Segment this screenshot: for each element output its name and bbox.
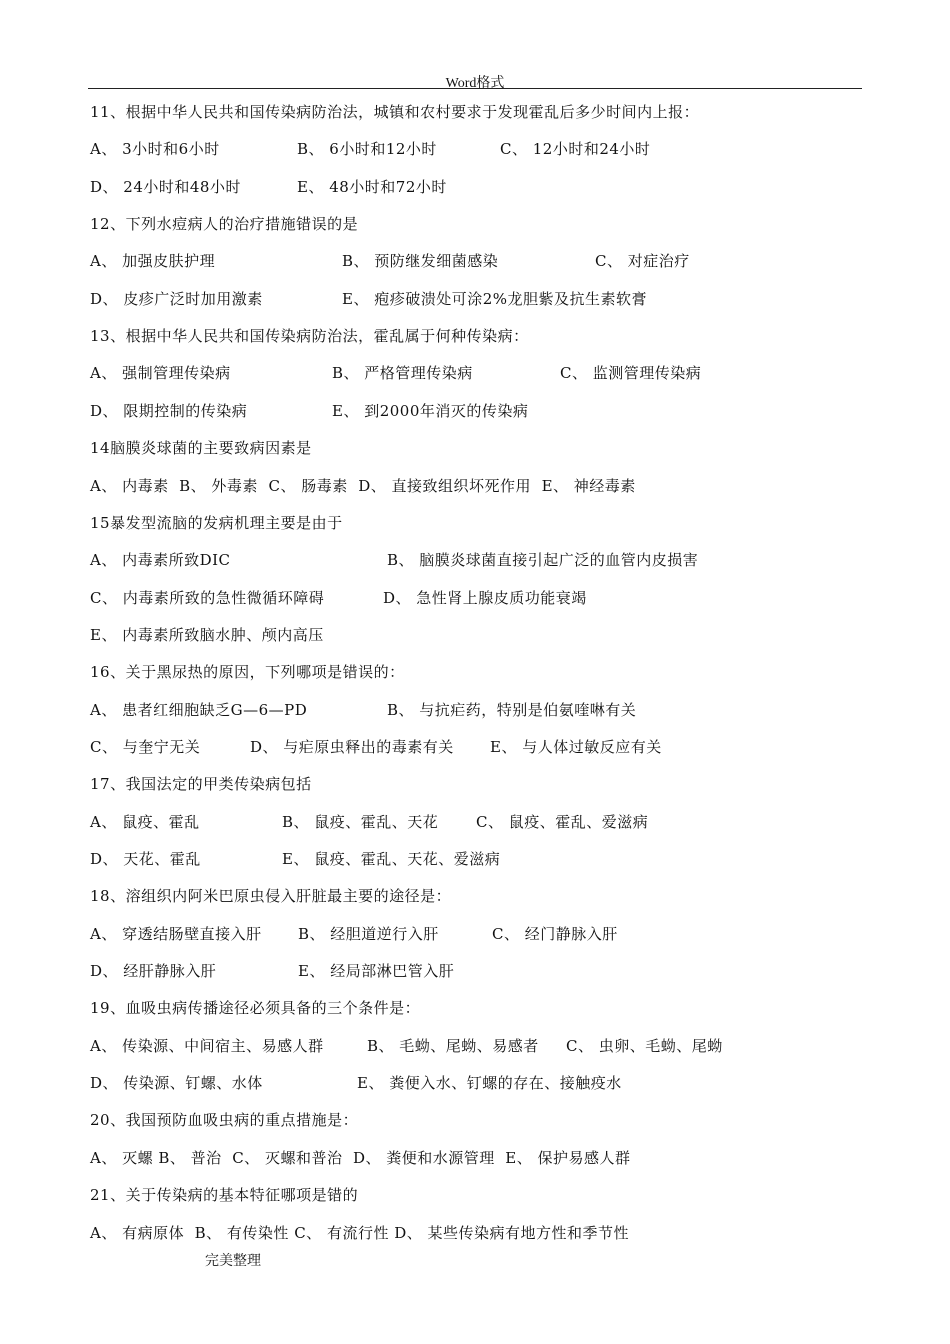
- answer-option: A、 鼠疫、霍乱: [90, 812, 200, 831]
- answer-option: A、 有病原体 B、 有传染性 C、 有流行性 D、 某些传染病有地方性和季节性: [90, 1223, 630, 1242]
- options-row: [90, 1147, 870, 1167]
- answer-option: E、 与人体过敏反应有关: [490, 737, 662, 756]
- question-text: 15暴发型流脑的发病机理主要是由于: [90, 513, 343, 532]
- answer-option: C、 12小时和24小时: [500, 140, 651, 159]
- answer-option: C、 虫卵、毛蚴、尾蚴: [566, 1036, 723, 1055]
- answer-option: E、 48小时和72小时: [297, 177, 447, 196]
- answer-option: E、 经局部淋巴管入肝: [298, 962, 455, 981]
- answer-option: D、 限期控制的传染病: [90, 401, 248, 420]
- options-row: [90, 288, 870, 308]
- options-row: [90, 250, 870, 270]
- answer-option: E、 内毒素所致脑水肿、颅内高压: [90, 625, 324, 644]
- answer-option: C、 与奎宁无关: [90, 737, 201, 756]
- answer-option: D、 经肝静脉入肝: [90, 962, 217, 981]
- answer-option: A、 患者红细胞缺乏G—6—PD: [90, 700, 308, 719]
- options-row: [90, 736, 870, 756]
- options-row: [90, 1072, 870, 1092]
- options-row: [90, 699, 870, 719]
- page-footer: 完美整理: [205, 1254, 261, 1269]
- answer-option: D、 传染源、钉螺、水体: [90, 1074, 263, 1093]
- answer-option: D、 急性肾上腺皮质功能衰竭: [383, 588, 587, 607]
- answer-option: B、 鼠疫、霍乱、天花: [282, 812, 439, 831]
- answer-option: C、 鼠疫、霍乱、爱滋病: [476, 812, 649, 831]
- question-text: 14脑膜炎球菌的主要致病因素是: [90, 439, 312, 458]
- answer-option: B、 6小时和12小时: [297, 140, 437, 159]
- options-row: [90, 923, 870, 943]
- answer-option: D、 24小时和48小时: [90, 177, 241, 196]
- options-row: [90, 587, 870, 607]
- answer-option: E、 疱疹破溃处可涂2%龙胆紫及抗生素软膏: [342, 289, 648, 308]
- answer-option: B、 经胆道逆行入肝: [298, 924, 439, 943]
- answer-option: C、 对症治疗: [595, 252, 690, 271]
- answer-option: A、 3小时和6小时: [90, 140, 220, 159]
- answer-option: D、 与疟原虫释出的毒素有关: [250, 737, 454, 756]
- header-rule: [88, 88, 862, 89]
- answer-option: C、 监测管理传染病: [560, 364, 702, 383]
- answer-option: C、 经门静脉入肝: [492, 924, 618, 943]
- answer-option: A、 强制管理传染病: [90, 364, 231, 383]
- options-row: [90, 811, 870, 831]
- question-text: 20、我国预防血吸虫病的重点措施是：: [90, 1111, 359, 1130]
- question-text: 12、下列水痘病人的治疗措施错误的是: [90, 215, 359, 234]
- options-row: [90, 549, 870, 569]
- answer-option: B、 脑膜炎球菌直接引起广泛的血管内皮损害: [387, 551, 699, 570]
- options-row: [90, 362, 870, 382]
- options-row: [90, 1222, 870, 1242]
- options-row: [90, 848, 870, 868]
- options-row: [90, 400, 870, 420]
- options-row: [90, 138, 870, 158]
- question-text: 17、我国法定的甲类传染病包括: [90, 775, 312, 794]
- question-text: 13、根据中华人民共和国传染病防治法，霍乱属于何种传染病：: [90, 327, 529, 346]
- answer-option: A、 穿透结肠壁直接入肝: [90, 924, 262, 943]
- answer-option: A、 内毒素所致DIC: [90, 551, 231, 570]
- answer-option: D、 天花、霍乱: [90, 850, 201, 868]
- answer-option: B、 与抗疟药，特别是伯氨喹啉有关: [387, 700, 637, 719]
- answer-option: E、 粪便入水、钉螺的存在、接触疫水: [357, 1074, 622, 1093]
- question-text: 11、根据中华人民共和国传染病防治法，城镇和农村要求于发现霍乱后多少时间内上报：: [90, 103, 700, 121]
- options-row: [90, 624, 870, 644]
- answer-option: C、 内毒素所致的急性微循环障碍: [90, 588, 325, 607]
- answer-option: A、 灭螺 B、 普治 C、 灭螺和普治 D、 粪便和水源管理 E、 保护易感人群: [90, 1148, 631, 1167]
- question-text: 18、溶组织内阿米巴原虫侵入肝脏最主要的途径是：: [90, 887, 452, 906]
- page-header: Word格式: [445, 76, 505, 91]
- answer-option: D、 皮疹广泛时加用激素: [90, 289, 263, 308]
- answer-option: B、 毛蚴、尾蚴、易感者: [367, 1036, 539, 1055]
- answer-option: E、 鼠疫、霍乱、天花、爱滋病: [282, 850, 501, 868]
- question-text: 21、关于传染病的基本特征哪项是错的: [90, 1186, 359, 1205]
- answer-option: B、 预防继发细菌感染: [342, 252, 499, 271]
- options-row: [90, 475, 870, 495]
- answer-option: A、 传染源、中间宿主、易感人群: [90, 1036, 324, 1055]
- answer-option: A、 内毒素 B、 外毒素 C、 肠毒素 D、 直接致组织坏死作用 E、 神经毒素: [90, 476, 636, 495]
- options-row: [90, 176, 870, 196]
- answer-option: E、 到2000年消灭的传染病: [332, 401, 529, 420]
- options-row: [90, 1035, 870, 1055]
- question-text: 16、关于黑尿热的原因，下列哪项是错误的：: [90, 663, 405, 682]
- options-row: [90, 960, 870, 980]
- answer-option: A、 加强皮肤护理: [90, 252, 216, 271]
- answer-option: B、 严格管理传染病: [332, 364, 473, 383]
- question-text: 19、血吸虫病传播途径必须具备的三个条件是：: [90, 999, 421, 1018]
